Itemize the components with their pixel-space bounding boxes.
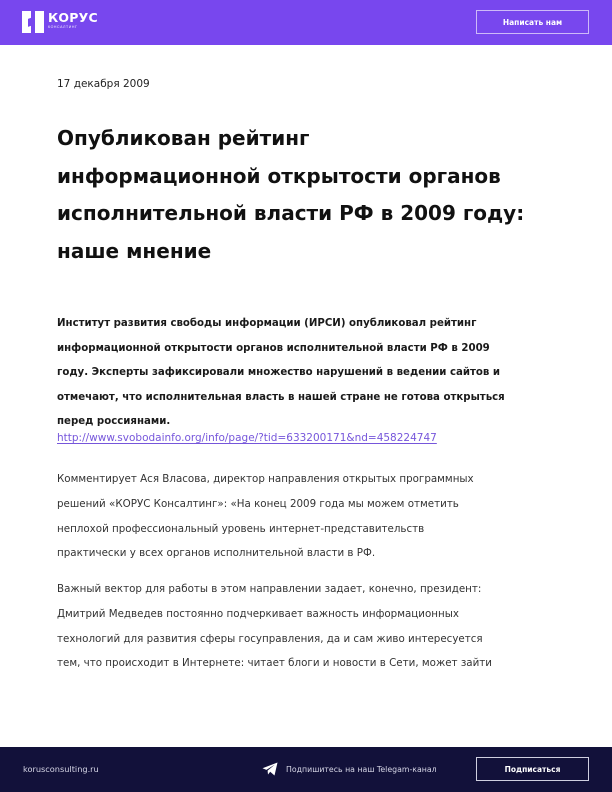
logo-subtitle: КОНСАЛТИНГ xyxy=(48,25,78,29)
write-us-button[interactable]: Написать нам xyxy=(476,10,589,34)
site-link[interactable]: korusconsulting.ru xyxy=(23,764,99,774)
lead-line: отмечают, что исполнительная власть в нашей стране не готова открыться xyxy=(57,391,505,403)
article-lead xyxy=(57,312,557,435)
page-title xyxy=(57,120,557,270)
lead-line: информационной открытости органов исполнительной власти РФ в 2009 xyxy=(57,342,490,354)
paragraph-line: Важный вектор для работы в этом направлении задает, конечно, президент: xyxy=(57,583,482,595)
paragraph-line: Комментирует Ася Власова, директор направления открытых программных xyxy=(57,473,474,485)
korus-logo-icon xyxy=(22,11,44,33)
telegram-plane-icon xyxy=(262,762,278,776)
paragraph-line: тем, что происходит в Интернете: читает блоги и новости в Сети, может зайти xyxy=(57,657,492,670)
paragraph-line: решений «КОРУС Консалтинг»: «На конец 2009 года мы можем отметить xyxy=(57,497,459,510)
lead-line: перед россиянами. xyxy=(57,416,171,428)
title-line: Опубликован рейтинг xyxy=(57,126,310,150)
title-line: информационной открытости органов xyxy=(57,163,501,188)
subscribe-button[interactable]: Подписаться xyxy=(476,757,589,781)
logo-name: КОРУС xyxy=(48,10,98,25)
footer xyxy=(0,747,612,792)
title-line: наше мнение xyxy=(57,238,212,263)
korus-logo[interactable] xyxy=(22,11,98,35)
paragraph-line: технологий для развития сферы госуправления, да и сам живо интересуется xyxy=(57,632,483,645)
title-line: исполнительной власти РФ в 2009 году: xyxy=(57,201,525,225)
telegram-promo[interactable] xyxy=(262,762,437,776)
paragraph-line: неплохой профессиональный уровень интернет-представительств xyxy=(57,522,425,535)
source-link[interactable]: http://www.svobodainfo.org/info/page/?tid=633200171&nd=458224747 xyxy=(57,432,437,444)
lead-line: году. Эксперты зафиксировали множество нарушений в ведении сайтов и xyxy=(57,367,501,379)
article-paragraph xyxy=(57,467,557,566)
telegram-text: Подпишитесь на наш Telegam-канал xyxy=(286,764,437,774)
top-header xyxy=(0,0,612,45)
paragraph-line: практически у всех органов исполнительной власти в РФ. xyxy=(57,547,376,560)
article-paragraph xyxy=(57,577,557,676)
lead-line: Институт развития свободы информации (ИРСИ) опубликовал рейтинг xyxy=(57,318,477,329)
paragraph-line: Дмитрий Медведев постоянно подчеркивает важность информационных xyxy=(57,607,459,620)
article-date: 17 декабря 2009 xyxy=(57,78,150,90)
